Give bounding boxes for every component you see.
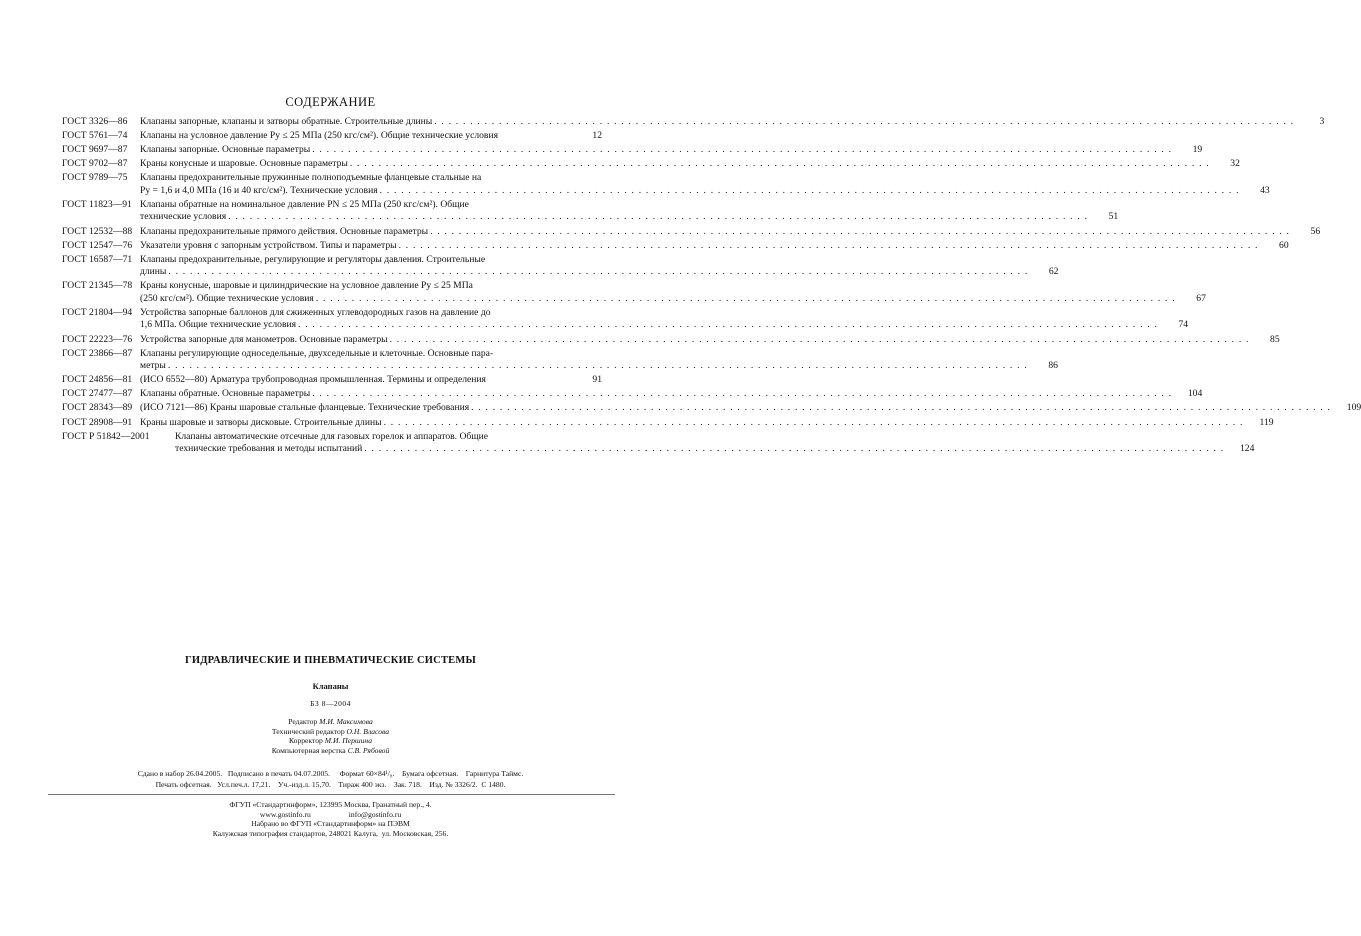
toc-entry-title: Краны шаровые и затворы дисковые. Строительные длины bbox=[140, 416, 382, 428]
toc-entry-code: ГОСТ 12547—76 bbox=[62, 239, 133, 251]
dot-leader: . . . . . . . . . . . . . . . . . . . . . . . . . . . . . . . . . . . . . . . . . . . . . . . . . . . . . . . . . . . . . . . . . . . . . . . . . . . . . . . . . . . . . . . . . . . . . . . . . . . . . . . . . . . . . . . . . . . . . . . . bbox=[312, 388, 1173, 400]
dot-leader bbox=[483, 172, 572, 185]
credit-name: О.Н. Власова bbox=[346, 726, 390, 736]
toc-entry bbox=[62, 116, 1325, 129]
toc-entry bbox=[62, 172, 1270, 197]
toc-entry-title: (250 кгс/см²). Общие технические условия bbox=[140, 292, 314, 304]
dot-leader: . . . . . . . . . . . . . . . . . . . . . . . . . . . . . . . . . . . . . . . . . . . . . . . . . . . . . . . . . . . . . . . . . . . . . . . . . . . . . . . . . . . . . . . . . . . . . . . . . . . . . . . . . . . . . . . . . . . . . . . . bbox=[349, 158, 1210, 170]
toc-entry bbox=[62, 347, 1058, 373]
toc-entry-title: Устройства запорные баллонов для сжиженных углеводородных газов на давление до bbox=[140, 306, 491, 318]
section-title: ГИДРАВЛИЧЕСКИЕ И ПНЕВМАТИЧЕСКИЕ СИСТЕМЫ bbox=[185, 655, 476, 666]
dot-leader: . . . . . . . . . . . . . . . . . . . . . . . . . . . . . . . . . . . . . . . . . . . . . . . . . . . . . . . . . . . . . . . . . . . . . . . . . . . . . . . . . . . . . . . . . . . . . . . . . . . . . . . . . . . . . . . . . . . . . . . . bbox=[167, 360, 1028, 372]
toc-entry-page: 86 bbox=[1048, 360, 1058, 372]
toc-entry-title: Клапаны запорные. Основные параметры bbox=[140, 144, 311, 156]
toc-entry-code: ГОСТ Р 51842—2001 bbox=[62, 430, 150, 442]
dot-leader bbox=[495, 348, 572, 361]
toc-entry-page: 91 bbox=[592, 374, 602, 386]
toc-entry bbox=[62, 374, 602, 387]
toc-entry-code: ГОСТ 24856—81 bbox=[62, 374, 133, 386]
toc-entry-title: Указатели уровня с запорным устройством. Типы и параметры bbox=[140, 239, 397, 251]
toc-entry bbox=[62, 430, 1255, 456]
toc-entry-page: 12 bbox=[592, 130, 602, 142]
dot-leader: . . . . . . . . . . . . . . . . . . . . . . . . . . . . . . . . . . . . . . . . . . . . . . . . . . . . . . . . . . . . . . . . . . . . . . . . . . . . . . . . . . . . . . . . . . . . . . . . . . . . . . . . . . . . . . . . . . . . . . . . bbox=[298, 319, 1159, 331]
dot-leader: . . . . . . . . . . . . . . . . . . . . . . . . . . . . . . . . . . . . . . . . . . . . . . . . . . . . . . . . . . . . . . . . . . . . . . . . . . . . . . . . . . . . . . . . . . . . . . . . . . . . . . . . . . . . . . . . . . . . . . . . bbox=[434, 116, 1295, 127]
toc-entry-code: ГОСТ 21345—78 bbox=[62, 280, 133, 292]
toc-entry bbox=[62, 333, 1280, 347]
publisher-line: www.gostinfo.ru info@gostinfo.ru bbox=[259, 809, 402, 819]
dot-leader bbox=[493, 307, 572, 320]
publication-info-line: Печать офсетная. Усл.печ.л. 17,21. Уч.-изд.л. 15,70. Тираж 400 экз. Зак. 718. Изд. № 3326/2. С 1480. bbox=[155, 780, 506, 789]
toc-entry-code: ГОСТ 12532—88 bbox=[62, 225, 133, 237]
table-of-contents bbox=[62, 116, 1361, 457]
toc-entry-title: Краны конусные и шаровые. Основные параметры bbox=[140, 158, 348, 170]
toc-entry-code: ГОСТ 3326—86 bbox=[62, 116, 128, 127]
toc-entry-title: технические требования и методы испытаний bbox=[175, 443, 363, 455]
toc-entry-title: Клапаны обратные на номинальное давление PN ≤ 25 МПа (250 кгс/см²). Общие bbox=[140, 198, 469, 210]
toc-entry-title: Клапаны предохранительные, регулирующие и регуляторы давления. Строительные bbox=[140, 253, 486, 265]
toc-entry-code: ГОСТ 11823—91 bbox=[62, 198, 132, 210]
dot-leader: . . . . . . . . . . . . . . . . . . . . . . . . . . . . . . . . . . . . . . . . . . . . . . . . . . . . . . . . . . . . . . . . . . . . . . . . . . . . . . . . . . . . . . . . . . . . . . . . . . . . . . . . . . . . . . . . . . . . . . . . bbox=[379, 184, 1240, 196]
dot-leader bbox=[487, 254, 572, 267]
dot-leader bbox=[471, 199, 572, 212]
toc-entry bbox=[62, 253, 1059, 279]
toc-entry-title: метры bbox=[140, 360, 166, 372]
toc-entry-title: Клапаны на условное давление Pу ≤ 25 МПа (250 кгс/см²). Общие технические условия bbox=[140, 130, 498, 142]
divider bbox=[48, 794, 615, 795]
dot-leader: . . . . . . . . . . . . . . . . . . . . . . . . . . . . . . . . . . . . . . . . . . . . . . . . . . . . . . . . . . . . . . . . . . . . . . . . . . . . . . . . . . . . . . . . . . . . . . . . . . . . . . . . . . . . . . . . . . . . . . . . bbox=[471, 402, 1332, 414]
toc-entry-page bbox=[574, 280, 602, 293]
toc-entry bbox=[62, 402, 1361, 415]
bz-number: БЗ 8—2004 bbox=[310, 699, 351, 708]
toc-entry-page: 119 bbox=[1259, 416, 1274, 428]
toc-entry-code: ГОСТ 21804—94 bbox=[62, 306, 133, 318]
toc-entry-page bbox=[574, 307, 602, 320]
toc-entry-page: 74 bbox=[1178, 319, 1189, 331]
publisher-line: ФГУП «Стандартинформ», 123995 Москва, Гранатный пер., 4. bbox=[229, 800, 432, 809]
dot-leader bbox=[475, 280, 572, 293]
toc-entry bbox=[62, 225, 1321, 239]
toc-entry-title: Клапаны регулирующие односедельные, двухседельные и клеточные. Основные пара- bbox=[140, 347, 494, 359]
toc-entry-title: Устройства запорные для манометров. Основные параметры bbox=[140, 333, 388, 345]
toc-entry-title: Клапаны запорные, клапаны и затворы обратные. Строительные длины bbox=[140, 116, 433, 127]
publication-info bbox=[0, 768, 661, 790]
toc-entry bbox=[62, 198, 1119, 224]
publisher-info bbox=[0, 800, 661, 838]
toc-entry-page bbox=[574, 172, 602, 185]
credit-line bbox=[0, 727, 661, 737]
toc-entry-title: Клапаны предохранительные пружинные полноподъемные фланцевые стальные на bbox=[140, 172, 482, 184]
toc-entry-code: ГОСТ 22223—76 bbox=[62, 333, 133, 345]
dot-leader: . . . . . . . . . . . . . . . . . . . . . . . . . . . . . . . . . . . . . . . . . . . . . . . . . . . . . . . . . . . . . . . . . . . . . . . . . . . . . . . . . . . . . . . . . . . . . . . . . . . . . . . . . . . . . . . . . . . . . . . . bbox=[312, 144, 1173, 156]
toc-entry-title: 1,6 МПа. Общие технические условия bbox=[140, 319, 297, 331]
toc-entry-page: 60 bbox=[1279, 239, 1289, 251]
toc-entry-code: ГОСТ 28343—89 bbox=[62, 402, 133, 414]
toc-entry-page: 67 bbox=[1196, 292, 1206, 304]
toc-entry-page: 43 bbox=[1260, 184, 1270, 196]
toc-entry-page: 104 bbox=[1187, 388, 1203, 400]
toc-entry-page: 109 bbox=[1346, 402, 1361, 414]
dot-leader: . . . . . . . . . . . . . . . . . . . . . . . . . . . . . . . . . . . . . . . . . . . . . . . . . . . . . . . . . . . . . . . . . . . . . . . . . . . . . . . . . . . . . . . . . . . . . . . . . . . . . . . . . . . . . . . . . . . . . . . . bbox=[398, 239, 1259, 251]
toc-entry-page bbox=[574, 254, 602, 267]
toc-entry-page bbox=[574, 431, 602, 444]
dot-leader: . . . . . . . . . . . . . . . . . . . . . . . . . . . . . . . . . . . . . . . . . . . . . . . . . . . . . . . . . . . . . . . . . . . . . . . . . . . . . . . . . . . . . . . . . . . . . . . . . . . . . . . . . . . . . . . . . . . . . . . . bbox=[364, 443, 1225, 455]
toc-entry-code: ГОСТ 9789—75 bbox=[62, 172, 128, 184]
toc-entry bbox=[62, 144, 1203, 157]
publication-info-line: Сдано в набор 26.04.2005. Подписано в печать 04.07.2005. Формат 60×84¹/₈. Бумага офсетная. Гарнитура Таймс. bbox=[137, 769, 524, 778]
toc-entry bbox=[62, 239, 1289, 253]
dot-leader: . . . . . . . . . . . . . . . . . . . . . . . . . . . . . . . . . . . . . . . . . . . . . . . . . . . . . . . . . . . . . . . . . . . . . . . . . . . . . . . . . . . . . . . . . . . . . . . . . . . . . . . . . . . . . . . . . . . . . . . . bbox=[389, 333, 1250, 345]
toc-entry-page bbox=[574, 199, 602, 212]
toc-entry-page: 51 bbox=[1108, 211, 1119, 223]
dot-leader: . . . . . . . . . . . . . . . . . . . . . . . . . . . . . . . . . . . . . . . . . . . . . . . . . . . . . . . . . . . . . . . . . . . . . . . . . . . . . . . . . . . . . . . . . . . . . . . . . . . . . . . . . . . . . . . . . . . . . . . . bbox=[228, 211, 1089, 223]
toc-title: СОДЕРЖАНИЕ bbox=[285, 95, 376, 109]
dot-leader: . . . . . . . . . . . . . . . . . . . . . . . . . . . . . . . . . . . . . . . . . . . . . . . . . . . . . . . . . . . . . . . . . . . . . . . . . . . . . . . . . . . . . . . . . . . . . . . . . . . . . . . . . . . . . . . . . . . . . . . . bbox=[383, 416, 1244, 428]
toc-entry-page: 85 bbox=[1270, 333, 1280, 345]
toc-entry-title: (ИСО 6552—80) Арматура трубопроводная промышленная. Термины и определения bbox=[140, 374, 486, 386]
toc-entry-title: длины bbox=[140, 266, 167, 278]
toc-entry bbox=[62, 388, 1203, 401]
toc-entry-page: 19 bbox=[1192, 144, 1203, 156]
dot-leader bbox=[488, 374, 572, 387]
toc-entry-title: Клапаны автоматические отсечные для газовых горелок и аппаратов. Общие bbox=[175, 430, 489, 442]
toc-entry-page bbox=[574, 348, 602, 361]
toc-entry-code: ГОСТ 23866—87 bbox=[62, 347, 133, 359]
toc-entry-page: 3 bbox=[1319, 116, 1325, 127]
credit-role: Редактор bbox=[288, 717, 318, 726]
credit-role: Компьютерная верстка bbox=[271, 745, 346, 755]
toc-entry-page: 124 bbox=[1239, 443, 1255, 455]
dot-leader bbox=[490, 431, 572, 444]
dot-leader bbox=[500, 130, 572, 143]
credits-block bbox=[0, 717, 661, 755]
section-subtitle: Клапаны bbox=[312, 681, 349, 691]
toc-entry-title: Клапаны предохранительные прямого действия. Основные параметры bbox=[140, 225, 429, 237]
toc-entry-title: Краны конусные, шаровые и цилиндрические на условное давление Pу ≤ 25 МПа bbox=[140, 280, 473, 292]
credit-role: Технический редактор bbox=[271, 726, 345, 736]
toc-entry bbox=[62, 306, 1189, 332]
credit-name: С.В. Рябовой bbox=[347, 745, 390, 755]
toc-entry-title: Клапаны обратные. Основные параметры bbox=[140, 388, 311, 400]
toc-entry-code: ГОСТ 9702—87 bbox=[62, 158, 128, 170]
dot-leader: . . . . . . . . . . . . . . . . . . . . . . . . . . . . . . . . . . . . . . . . . . . . . . . . . . . . . . . . . . . . . . . . . . . . . . . . . . . . . . . . . . . . . . . . . . . . . . . . . . . . . . . . . . . . . . . . . . . . . . . . bbox=[168, 266, 1029, 278]
toc-entry bbox=[62, 130, 602, 143]
credit-name: М.И. Максимова bbox=[319, 717, 373, 726]
toc-entry bbox=[62, 280, 1206, 305]
toc-entry-page: 32 bbox=[1230, 158, 1240, 170]
publisher-line: Калужская типография стандартов, 248021 Калуга, ул. Московская, 256. bbox=[212, 828, 449, 838]
dot-leader: . . . . . . . . . . . . . . . . . . . . . . . . . . . . . . . . . . . . . . . . . . . . . . . . . . . . . . . . . . . . . . . . . . . . . . . . . . . . . . . . . . . . . . . . . . . . . . . . . . . . . . . . . . . . . . . . . . . . . . . . bbox=[315, 292, 1176, 304]
credit-name: М.И. Першина bbox=[324, 736, 372, 746]
toc-entry bbox=[62, 158, 1240, 171]
toc-entry-title: технические условия bbox=[140, 211, 227, 223]
credit-line bbox=[0, 736, 661, 746]
toc-entry-code: ГОСТ 28908—91 bbox=[62, 416, 133, 428]
dot-leader: . . . . . . . . . . . . . . . . . . . . . . . . . . . . . . . . . . . . . . . . . . . . . . . . . . . . . . . . . . . . . . . . . . . . . . . . . . . . . . . . . . . . . . . . . . . . . . . . . . . . . . . . . . . . . . . . . . . . . . . . bbox=[430, 225, 1291, 237]
toc-entry-code: ГОСТ 16587—71 bbox=[62, 253, 133, 265]
toc-entry-page: 56 bbox=[1310, 225, 1321, 237]
toc-entry-code: ГОСТ 5761—74 bbox=[62, 130, 128, 142]
toc-entry-code: ГОСТ 9697—87 bbox=[62, 144, 128, 156]
credit-line bbox=[0, 717, 661, 727]
toc-entry-title: (ИСО 7121—86) Краны шаровые стальные фланцевые. Технические требования bbox=[140, 402, 470, 414]
toc-entry-page: 62 bbox=[1048, 266, 1059, 278]
publisher-line: Набрано во ФГУП «Стандартинформ» на ПЭВМ bbox=[251, 819, 410, 829]
credit-role: Корректор bbox=[288, 736, 323, 746]
credit-line bbox=[0, 746, 661, 756]
toc-entry-code: ГОСТ 27477—87 bbox=[62, 388, 133, 400]
toc-entry-title: Pу = 1,6 и 4,0 МПа (16 и 40 кгс/см²). Технические условия bbox=[140, 184, 378, 196]
toc-entry bbox=[62, 416, 1274, 430]
